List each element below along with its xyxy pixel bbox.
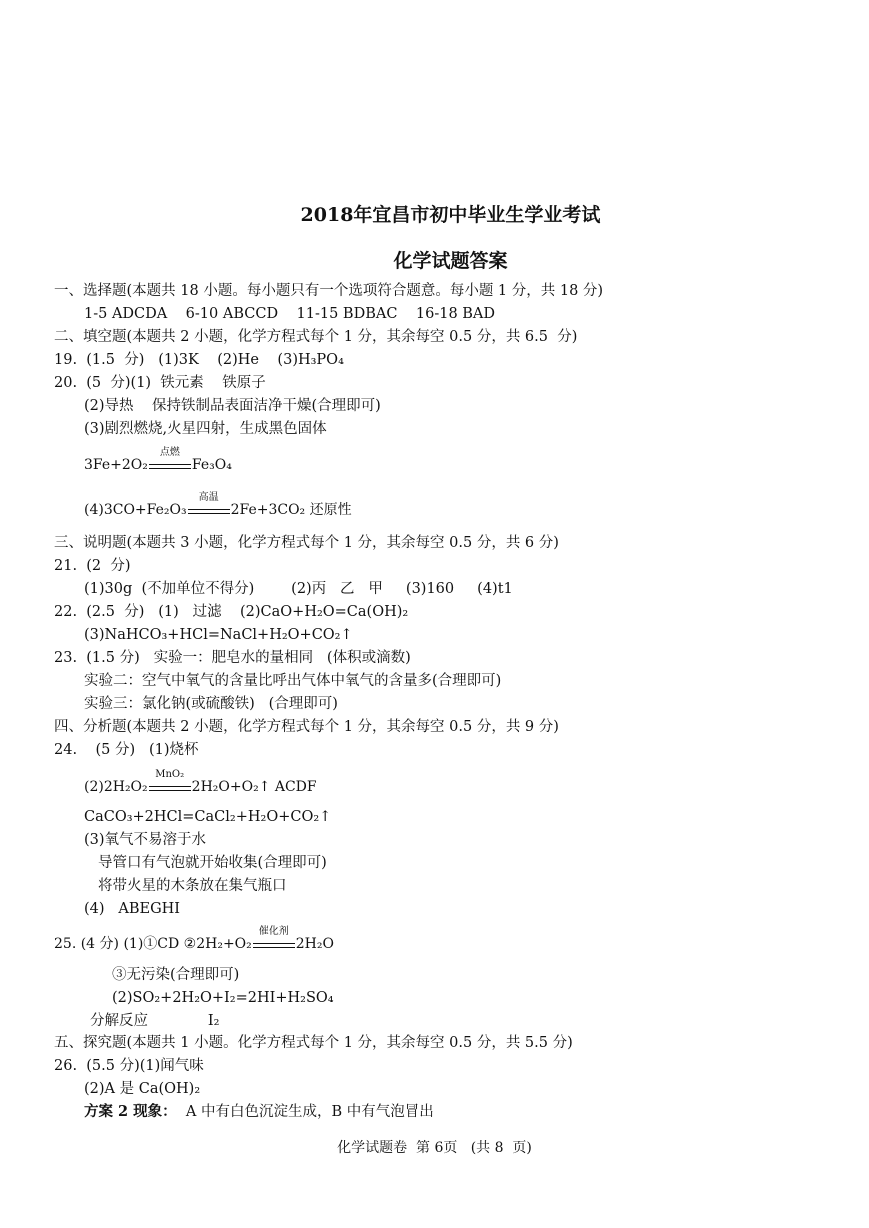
section-5-heading: 五、探究题(本题共 1 小题。化学方程式每个 1 分，其余每空 0.5 分，共 5.5 分): [54, 1035, 573, 1051]
section-1-heading: 一、选择题(本题共 18 小题。每小题只有一个选项符合题意。每小题 1 分，共 18 分): [54, 283, 604, 299]
q20-part2: (2)导热 保持铁制品表面洁净干燥(合理即可): [84, 398, 381, 414]
equation-rhs: 2H₂O: [295, 936, 334, 952]
q24-part3: (3)氧气不易溶于水: [84, 832, 207, 848]
q23-exp3: 实验三：氯化钠(或硫酸铁) (合理即可): [84, 696, 338, 712]
q22-answer: 22. (2.5 分) (1) 过滤 (2)CaO+H₂O=Ca(OH)₂: [54, 604, 409, 620]
q1-18-answers: 1-5 ADCDA 6-10 ABCCD 11-15 BDBAC 16-18 BAD: [84, 306, 496, 322]
q26-answer: 26. (5.5 分)(1)闻气味: [54, 1058, 204, 1074]
q24-equation-1: [84, 769, 317, 796]
q25-part2-b: 分解反应 I₂: [90, 1013, 220, 1029]
q20-part3: (3)剧烈燃烧,火星四射，生成黑色固体: [84, 421, 327, 437]
q22-part3: (3)NaHCO₃+HCl=NaCl+H₂O+CO₂↑: [84, 627, 353, 643]
q25-part2: (2)SO₂+2H₂O+I₂=2HI+H₂SO₄: [112, 990, 334, 1006]
q24-answer: 24. (5 分) (1)烧杯: [54, 742, 199, 758]
equation-lhs: (2)2H₂O₂: [84, 779, 148, 795]
q24-part3-b: 导管口有气泡就开始收集(合理即可): [98, 855, 327, 871]
equation-rhs: 2Fe+3CO₂ 还原性: [230, 502, 352, 518]
q25-part1-c: ③无污染(合理即可): [112, 967, 240, 983]
reaction-condition: [149, 447, 191, 472]
q26-part2: (2)A 是 Ca(OH)₂: [84, 1081, 201, 1097]
reaction-condition: [149, 769, 191, 794]
q26-plan2: [84, 1103, 434, 1121]
condition-label: 点燃: [159, 447, 180, 458]
q20-answer: 20. (5 分)(1) 铁元素 铁原子: [54, 375, 266, 391]
q24-part4: (4) ABEGHI: [84, 901, 181, 917]
q24-equation-2: CaCO₃+2HCl=CaCl₂+H₂O+CO₂↑: [84, 809, 332, 825]
q20-equation-2: [84, 492, 352, 519]
q19-answer: 19. (1.5 分) (1)3K (2)He (3)H₃PO₄: [54, 352, 344, 368]
section-3-heading: 三、说明题(本题共 3 小题，化学方程式每个 1 分，其余每空 0.5 分，共 6 分): [54, 535, 559, 551]
q20-equation-1: [84, 447, 232, 474]
page-subtitle: 化学试题答案: [393, 250, 508, 272]
equation-lhs: (4)3CO+Fe₂O₃: [84, 502, 187, 518]
page-footer: 化学试题卷 第 6页 (共 8 页): [337, 1140, 532, 1156]
q25-answer: [54, 926, 334, 953]
q23-answer: 23. (1.5 分) 实验一：肥皂水的量相同 (体积或滴数): [54, 650, 411, 666]
section-2-heading: 二、填空题(本题共 2 小题，化学方程式每个 1 分，其余每空 0.5 分，共 6.5 分): [54, 329, 578, 345]
page-title: 2018年宜昌市初中毕业生学业考试: [300, 204, 601, 226]
equation-lhs: 3Fe+2O₂: [84, 457, 148, 473]
plan2-text: A 中有白色沉淀生成，B 中有气泡冒出: [185, 1104, 434, 1120]
q21-heading: 21. (2 分): [54, 558, 131, 574]
reaction-condition: [188, 492, 230, 517]
q23-exp2: 实验二：空气中氧气的含量比呼出气体中氧气的含量多(合理即可): [84, 673, 502, 689]
section-4-heading: 四、分析题(本题共 2 小题，化学方程式每个 1 分，其余每空 0.5 分，共 9 分): [54, 719, 559, 735]
q21-answer: (1)30g (不加单位不得分) (2)丙 乙 甲 (3)160 (4)t1: [84, 581, 513, 597]
condition-label: 高温: [198, 492, 219, 503]
equation-lhs: 25. (4 分) (1)①CD ②2H₂+O₂: [54, 936, 252, 952]
q24-part3-c: 将带火星的木条放在集气瓶口: [98, 878, 287, 894]
equation-rhs: Fe₃O₄: [191, 457, 232, 473]
reaction-condition: [253, 926, 295, 951]
condition-label: 催化剂: [258, 926, 289, 937]
condition-label: MnO₂: [155, 769, 185, 780]
plan2-label: 方案 2 现象：: [84, 1103, 177, 1120]
equation-rhs: 2H₂O+O₂↑ ACDF: [191, 779, 317, 795]
